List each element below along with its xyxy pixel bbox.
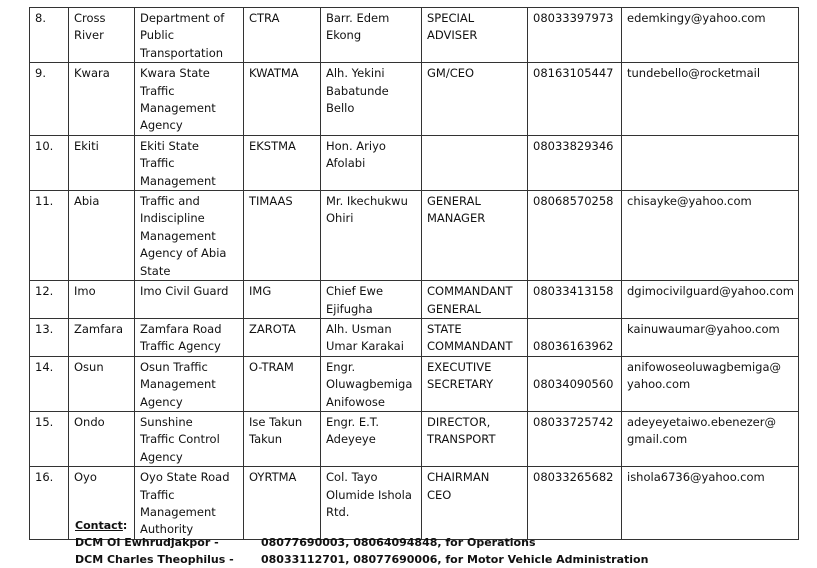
table-row xyxy=(30,191,799,281)
acronym-cell xyxy=(244,411,321,466)
acronym-line: Takun xyxy=(249,432,283,447)
agency-head-cell xyxy=(321,318,422,356)
agency-name-line: Traffic Control xyxy=(140,432,220,447)
agency-name-line: Agency xyxy=(140,118,183,133)
agency-head-line: Ohiri xyxy=(326,211,354,226)
email-cell xyxy=(622,411,799,466)
position-cell xyxy=(422,281,528,319)
phone-line: 08034090560 xyxy=(533,377,614,392)
phone-line: 08033397973 xyxy=(533,11,614,25)
email-cell xyxy=(622,356,799,411)
table-row xyxy=(30,63,799,136)
agency-head-line: Ekong xyxy=(326,28,362,43)
contact-title: Contact xyxy=(75,519,123,532)
agency-head-line: Col. Tayo xyxy=(326,470,378,485)
position-line: SPECIAL xyxy=(427,11,475,25)
position-line: EXECUTIVE xyxy=(427,359,492,374)
acronym-line: CTRA xyxy=(249,11,280,25)
position-cell xyxy=(422,318,528,356)
state-line: Zamfara xyxy=(74,321,123,336)
acronym-line: OYRTMA xyxy=(249,470,297,485)
email-line: edemkingy@yahoo.com xyxy=(627,11,766,25)
acronym-cell xyxy=(244,281,321,319)
position-line: COMMANDANT xyxy=(427,339,513,354)
serial-number-cell xyxy=(30,63,69,136)
agency-name-line: Ekiti State xyxy=(140,138,199,153)
agency-head-line: Mr. Ikechukwu xyxy=(326,194,408,209)
state-line: Osun xyxy=(74,359,104,374)
agency-name-line: Transportation xyxy=(140,45,224,60)
email-cell xyxy=(622,63,799,136)
table-row xyxy=(30,356,799,411)
agency-name-line: Management xyxy=(140,377,216,392)
agency-head-line: Adeyeye xyxy=(326,432,376,447)
phone-line: 08036163962 xyxy=(533,339,614,354)
email-line: adeyeyetaiwo.ebenezer@ xyxy=(627,414,776,429)
acronym-cell xyxy=(244,356,321,411)
agency-name-line: Public xyxy=(140,28,175,43)
agency-head-cell xyxy=(321,411,422,466)
email-cell xyxy=(622,191,799,281)
position-line: MANAGER xyxy=(427,211,486,226)
position-line: ADVISER xyxy=(427,28,478,43)
serial-number-cell xyxy=(30,467,69,540)
agency-name-line: Zamfara Road xyxy=(140,321,222,336)
serial-number-text: 11. xyxy=(35,194,54,209)
agency-head-line: Anifowose xyxy=(326,394,385,409)
acronym-line: EKSTMA xyxy=(249,138,296,153)
agency-head-line: Barr. Edem xyxy=(326,11,390,25)
agency-name-line: Oyo State Road xyxy=(140,470,230,485)
agency-name-line: Management xyxy=(140,228,216,243)
agency-head-line: Rtd. xyxy=(326,504,350,519)
agency-head-line: Olumide Ishola xyxy=(326,487,412,502)
position-line: GM/CEO xyxy=(427,66,475,81)
table-row xyxy=(30,281,799,319)
position-line: GENERAL xyxy=(427,301,481,316)
state-cell xyxy=(69,191,135,281)
agency-name-cell xyxy=(135,63,244,136)
contact-title-colon: : xyxy=(122,519,128,532)
agency-head-line: Alh. Yekini xyxy=(326,66,385,81)
email-cell xyxy=(622,318,799,356)
agency-name-line: Department of xyxy=(140,11,225,25)
agency-name-cell xyxy=(135,8,244,63)
state-line: Imo xyxy=(74,284,96,299)
agency-name-line: Imo Civil Guard xyxy=(140,284,229,299)
agency-head-line: Alh. Usman xyxy=(326,321,392,336)
position-line: CEO xyxy=(427,487,452,502)
agency-name-cell xyxy=(135,281,244,319)
serial-number-cell xyxy=(30,135,69,190)
agency-name-line: Traffic xyxy=(140,156,175,171)
agency-name-line: Osun Traffic xyxy=(140,359,208,374)
agency-head-line: Ejifugha xyxy=(326,301,373,316)
agency-name-cell xyxy=(135,191,244,281)
agency-name-cell xyxy=(135,356,244,411)
agency-head-cell xyxy=(321,8,422,63)
position-cell xyxy=(422,8,528,63)
phone-cell xyxy=(528,8,622,63)
position-line: DIRECTOR, xyxy=(427,414,491,429)
phone-cell xyxy=(528,411,622,466)
phone-cell xyxy=(528,135,622,190)
table-row xyxy=(30,411,799,466)
acronym-cell xyxy=(244,8,321,63)
state-line: Kwara xyxy=(74,66,110,81)
contact-name: DCM OI Ewhrudjakpor - xyxy=(75,536,219,549)
acronym-cell xyxy=(244,318,321,356)
phone-cell xyxy=(528,281,622,319)
agency-head-line: Hon. Ariyo xyxy=(326,138,386,153)
contact-heading xyxy=(75,517,795,534)
acronym-cell xyxy=(244,63,321,136)
email-line: tundebello@rocketmail xyxy=(627,66,761,81)
state-cell xyxy=(69,318,135,356)
position-cell xyxy=(422,135,528,190)
contact-name: DCM Charles Theophilus - xyxy=(75,553,234,566)
position-cell xyxy=(422,411,528,466)
phone-line xyxy=(533,321,617,338)
serial-number-cell xyxy=(30,281,69,319)
agency-name-line: Agency of Abia xyxy=(140,246,227,261)
phone-line: 08068570258 xyxy=(533,194,614,209)
serial-number-text: 15. xyxy=(35,414,54,429)
agency-name-line: Agency xyxy=(140,394,183,409)
serial-number-cell xyxy=(30,191,69,281)
contact-entry-2 xyxy=(75,551,795,568)
agency-name-line: Traffic and xyxy=(140,194,200,209)
position-line: CHAIRMAN xyxy=(427,470,490,485)
state-line: River xyxy=(74,28,104,43)
agency-head-cell xyxy=(321,191,422,281)
state-cell xyxy=(69,63,135,136)
phone-line: 08033265682 xyxy=(533,470,614,485)
phone-cell xyxy=(528,191,622,281)
state-line: Ondo xyxy=(74,414,105,429)
state-line: Ekiti xyxy=(74,138,99,153)
table-row xyxy=(30,318,799,356)
agency-head-line: Afolabi xyxy=(326,156,366,171)
position-line: GENERAL xyxy=(427,194,481,209)
phone-line: 08033725742 xyxy=(533,414,614,429)
agency-name-line: Management xyxy=(140,101,216,116)
position-cell xyxy=(422,191,528,281)
serial-number-text: 13. xyxy=(35,321,54,336)
position-line: SECRETARY xyxy=(427,377,494,392)
serial-number-cell xyxy=(30,356,69,411)
contact-details: 08077690003, 08064094848, for Operations xyxy=(261,536,536,549)
contact-details: 08033112701, 08077690006, for Motor Vehicle Administration xyxy=(261,553,649,566)
serial-number-cell xyxy=(30,318,69,356)
agency-head-cell xyxy=(321,356,422,411)
serial-number-cell xyxy=(30,8,69,63)
table-body xyxy=(30,8,799,540)
email-line: dgimocivilguard@yahoo.com xyxy=(627,284,794,299)
agency-name-line: Management xyxy=(140,504,216,519)
state-cell xyxy=(69,356,135,411)
state-cell xyxy=(69,411,135,466)
state-cell xyxy=(69,281,135,319)
email-cell xyxy=(622,281,799,319)
email-cell xyxy=(622,135,799,190)
agency-name-line: Agency xyxy=(140,449,183,464)
serial-number-text: 12. xyxy=(35,284,54,299)
state-cell xyxy=(69,135,135,190)
agency-name-line: Indiscipline xyxy=(140,211,205,226)
phone-line: 08033413158 xyxy=(533,284,614,299)
table-row xyxy=(30,8,799,63)
phone-line xyxy=(533,359,617,376)
serial-number-text: 10. xyxy=(35,138,54,153)
contact-entry-1 xyxy=(75,534,795,551)
agency-name-line: Kwara State xyxy=(140,66,210,81)
phone-line: 08033829346 xyxy=(533,138,614,153)
agency-head-line: Bello xyxy=(326,101,355,116)
agency-name-line: Traffic Agency xyxy=(140,339,221,354)
phone-cell xyxy=(528,356,622,411)
agency-name-line: Traffic xyxy=(140,83,175,98)
email-line: kainuwaumar@yahoo.com xyxy=(627,321,780,336)
agency-head-cell xyxy=(321,135,422,190)
agency-name-cell xyxy=(135,135,244,190)
email-cell xyxy=(622,8,799,63)
serial-number-text: 16. xyxy=(35,470,54,485)
serial-number-text: 14. xyxy=(35,359,54,374)
agency-name-line: Traffic xyxy=(140,487,175,502)
email-line: yahoo.com xyxy=(627,377,691,392)
serial-number-cell xyxy=(30,411,69,466)
acronym-line: Ise Takun xyxy=(249,414,303,429)
phone-cell xyxy=(528,318,622,356)
agency-head-line: Oluwagbemiga xyxy=(326,377,413,392)
position-cell xyxy=(422,63,528,136)
agency-name-cell xyxy=(135,318,244,356)
agency-head-line: Engr. xyxy=(326,359,356,374)
agency-name-line: State xyxy=(140,263,171,278)
state-cell xyxy=(69,8,135,63)
email-line: ishola6736@yahoo.com xyxy=(627,470,765,485)
agency-head-cell xyxy=(321,63,422,136)
agency-head-line: Engr. E.T. xyxy=(326,414,380,429)
acronym-cell xyxy=(244,135,321,190)
acronym-cell xyxy=(244,191,321,281)
agency-name-line: Management xyxy=(140,173,216,188)
agency-head-line: Chief Ewe xyxy=(326,284,384,299)
agency-head-line: Umar Karakai xyxy=(326,339,404,354)
state-line: Oyo xyxy=(74,470,97,485)
email-line: anifowoseoluwagbemiga@ xyxy=(627,359,782,374)
acronym-line: IMG xyxy=(249,284,272,299)
agency-contacts-table xyxy=(29,7,799,540)
acronym-line: KWATMA xyxy=(249,66,299,81)
position-line: TRANSPORT xyxy=(427,432,496,447)
state-line: Cross xyxy=(74,11,106,25)
agency-name-cell xyxy=(135,411,244,466)
position-cell xyxy=(422,356,528,411)
phone-cell xyxy=(528,63,622,136)
acronym-line: TIMAAS xyxy=(249,194,293,209)
acronym-line: ZAROTA xyxy=(249,321,296,336)
serial-number-text: 9. xyxy=(35,66,46,81)
email-line: gmail.com xyxy=(627,432,688,447)
agency-head-line: Babatunde xyxy=(326,83,389,98)
table-row xyxy=(30,135,799,190)
contact-block xyxy=(75,517,795,568)
email-line: chisayke@yahoo.com xyxy=(627,194,752,209)
agency-name-line: Authority xyxy=(140,522,194,537)
position-line: COMMANDANT xyxy=(427,284,513,299)
agency-name-line: Sunshine xyxy=(140,414,193,429)
agency-head-cell xyxy=(321,281,422,319)
state-line: Abia xyxy=(74,194,100,209)
acronym-line: O-TRAM xyxy=(249,359,294,374)
serial-number-text: 8. xyxy=(35,11,46,25)
position-line: STATE xyxy=(427,321,462,336)
phone-line: 08163105447 xyxy=(533,66,614,81)
